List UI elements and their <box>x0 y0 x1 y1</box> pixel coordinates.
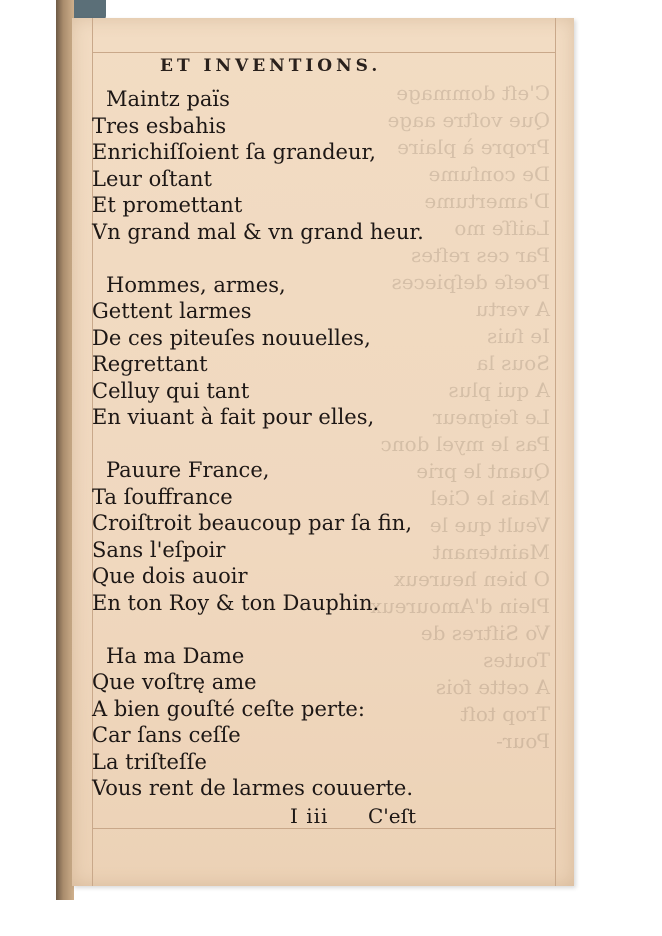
show-through-line: Laiſſe mo <box>454 216 550 240</box>
show-through-line: Sous la <box>476 351 550 375</box>
poem-line: La triſteſſe <box>92 749 207 774</box>
page-rule-top <box>92 52 555 53</box>
poem-line: En ton Roy & ton Dauphin. <box>92 590 380 615</box>
show-through-line: A vertu <box>475 297 550 321</box>
stanza-gap <box>92 431 522 458</box>
show-through-line: Propre à plaire <box>397 135 550 159</box>
poem-line: Croiſtroit beaucoup par ſa fin, <box>92 511 413 535</box>
poem-line: A bien gouſté ceſte perte: <box>92 696 365 721</box>
poem-line: Maintz païs <box>106 87 230 111</box>
show-through-line: Veult que le <box>429 513 550 537</box>
show-through-line: De conſume <box>428 162 550 186</box>
show-through-line: Que voſtre aage <box>387 108 550 132</box>
show-through-line: A qui plus <box>448 378 550 402</box>
show-through-line: Vo Siſtres de <box>420 621 550 645</box>
poem-line: Vn grand mal & vn grand heur. <box>92 219 424 244</box>
show-through-line: Toutes <box>483 648 550 672</box>
poem-line: Enrichiſſoient ſa grandeur, <box>92 140 376 164</box>
show-through-line: C'eſt dommage <box>396 81 550 105</box>
stanza-gap <box>92 616 522 643</box>
show-through-line: Trop toſt <box>460 702 550 726</box>
poem-line: Que voſtrę ame <box>92 670 257 694</box>
poem-line: Car ſans ceſſe <box>92 723 241 747</box>
show-through-line: A cette fois <box>435 675 550 699</box>
show-through-line: Maintenant <box>432 540 550 564</box>
poem-line: Hommes, armes, <box>106 272 286 297</box>
poem-line: Regrettant <box>92 352 208 376</box>
page-rule-bottom <box>92 828 555 829</box>
page-rule-right <box>555 18 556 886</box>
show-through-line: Par ces reſtes <box>411 243 550 267</box>
poem-line: Gettent larmes <box>92 299 252 323</box>
show-through-line: Le ſeigneur <box>432 405 550 429</box>
show-through-line: Mais le Ciel <box>430 486 550 510</box>
signature-mark: I iii <box>290 804 329 828</box>
show-through-line: Poeſe deſpieces <box>391 270 550 294</box>
poem-line: Et promettant <box>92 193 243 217</box>
poem <box>92 86 522 802</box>
poem-line: Sans l'eſpoir <box>92 537 226 562</box>
show-through-line: Ie ſuis <box>486 324 550 348</box>
poem-line: Vous rent de larmes couuerte. <box>92 776 414 800</box>
show-through-line: Pour- <box>496 729 550 753</box>
stanza-gap <box>92 245 522 272</box>
poem-line: Ta ſouffrance <box>92 484 233 509</box>
poem-line: Leur oſtant <box>92 166 212 191</box>
poem-line: Ha ma Dame <box>106 643 245 668</box>
poem-line: Que dois auoir <box>92 564 248 588</box>
catchword: C'eſt <box>368 804 417 828</box>
show-through-line: Pas le myel donc <box>380 432 550 456</box>
poem-line: Celluy qui tant <box>92 378 250 403</box>
poem-line: En viuant à fait pour elles, <box>92 405 375 429</box>
poem-line: De ces piteuſes nouuelles, <box>92 325 371 350</box>
show-through-line: O bien heureux <box>393 567 550 591</box>
running-head: ET INVENTIONS. <box>160 56 382 76</box>
poem-line: Tres esbahis <box>92 113 227 138</box>
poem-line: Pauure France, <box>106 458 270 482</box>
show-through-line: D'amertume <box>424 189 550 213</box>
show-through-line: Plein d'Amoureux <box>370 594 550 618</box>
show-through-line: Quant le prie <box>416 459 550 483</box>
